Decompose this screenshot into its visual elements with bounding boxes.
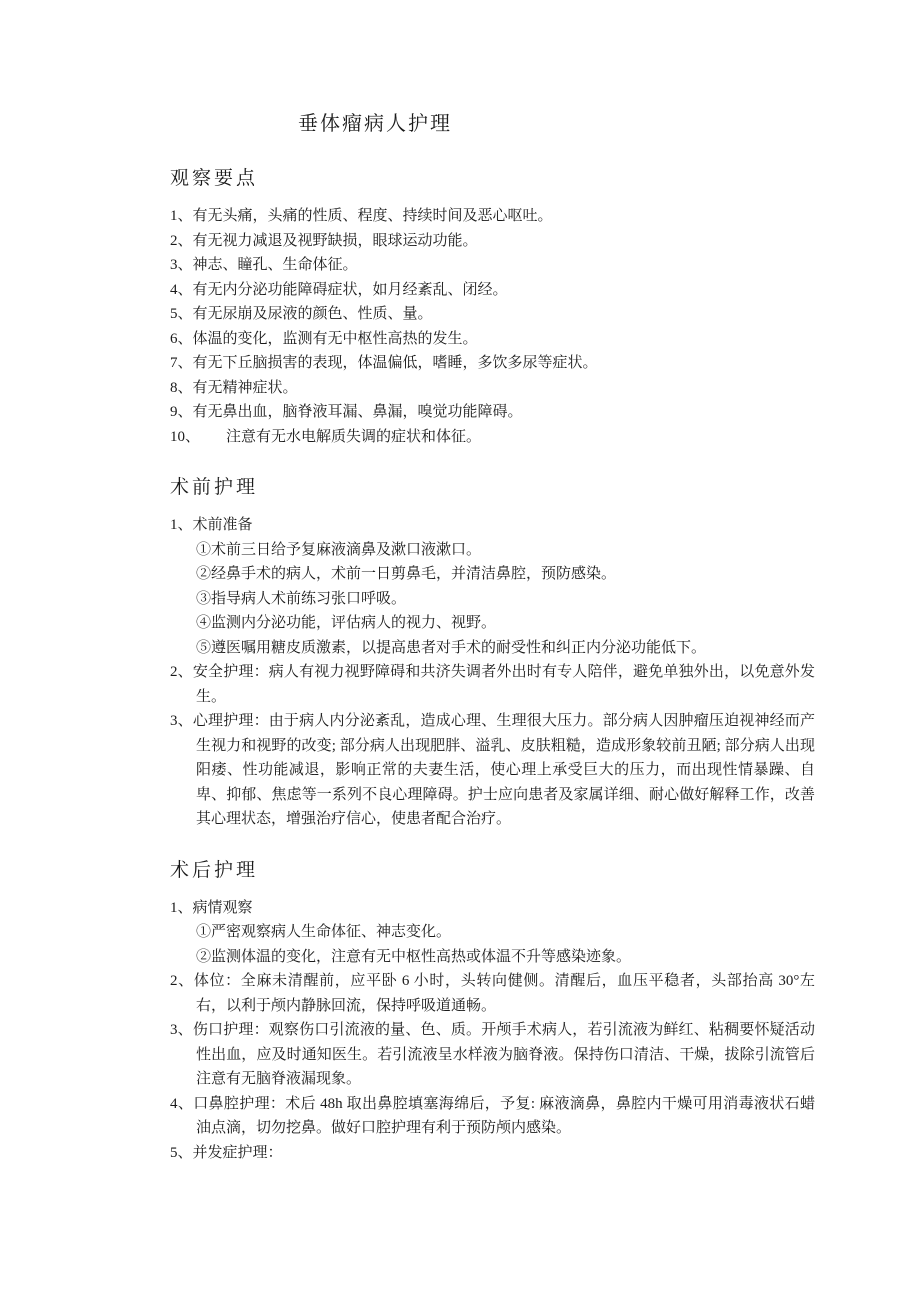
section-observation-items [170, 204, 815, 449]
item-text: 有无头痛，头痛的性质、程度、持续时间及恶心呕吐。 [192, 208, 553, 224]
list-item [170, 660, 815, 709]
item-number: 2、 [170, 973, 194, 989]
list-item [170, 204, 815, 229]
item-number: 1、 [170, 517, 193, 533]
item-number: 3、 [170, 1022, 193, 1038]
sub-item: ②监测体温的变化，注意有无中枢性高热或体温不升等感染迹象。 [196, 948, 632, 965]
list-item [170, 278, 815, 303]
sub-item: ③指导病人术前练习张口呼吸。 [196, 590, 407, 607]
item-text: 有无下丘脑损害的表现，体温偏低，嗜睡，多饮多尿等症状。 [192, 355, 598, 371]
item-text: 有无尿崩及尿液的颜色、性质、量。 [192, 306, 433, 322]
list-item [170, 896, 815, 921]
list-item [170, 302, 815, 327]
list-item [170, 513, 815, 538]
list-item [170, 1018, 815, 1092]
item-text: 术前准备 [192, 517, 253, 533]
section-heading-observation: 观察要点 [170, 168, 259, 189]
item-text: 体温的变化，监测有无中枢性高热的发生。 [192, 330, 478, 347]
list-item [170, 1141, 815, 1166]
item-number: 4、 [170, 1095, 194, 1112]
list-item [170, 327, 815, 352]
sub-item: ②经鼻手术的病人，术前一日剪鼻毛，并清洁鼻腔，预防感染。 [196, 566, 617, 582]
item-text: 注意有无水电解质失调的症状和体征。 [226, 428, 482, 445]
item-number: 5、 [170, 1144, 193, 1161]
item-text: 安全护理：病人有视力视野障碍和共济失调者外出时有专人陪伴，避免单独外出，以免意外发生。 [192, 664, 815, 705]
section-postoperative-items [170, 896, 815, 1166]
item-number: 3、 [170, 713, 193, 729]
list-item [170, 400, 815, 425]
sub-item: ④监测内分泌功能，评估病人的视力、视野。 [196, 615, 497, 631]
list-item [170, 425, 815, 450]
item-number: 1、 [170, 899, 193, 916]
list-item [170, 1092, 815, 1141]
item-number: 6、 [170, 330, 193, 347]
list-item [170, 229, 815, 254]
item-number: 2、 [170, 664, 193, 680]
section-heading-preoperative: 术前护理 [170, 477, 259, 498]
item-text: 心理护理：由于病人内分泌紊乱，造成心理、生理很大压力。部分病人因肿瘤压迫视神经而产生视力和视野的改变; 部分病人出现肥胖、溢乳、皮肤粗糙，造成形象较前丑陋; 部分病人出现阳痿、性功能减退，影响正常的夫妻生活，使心理上承受巨大的压力，而出现性情暴躁、自卑、抑郁、焦虑等一系列不良心理障碍。护士应向患者及家属详细、耐心做好解释工作，改善其心理状态，增强治疗信心，使患者配合治疗。 [192, 713, 815, 827]
sub-item: ①严密观察病人生命体征、神志变化。 [196, 924, 452, 940]
item-number: 9、 [170, 404, 193, 420]
list-item [170, 351, 815, 376]
item-number: 5、 [170, 306, 193, 322]
item-text: 体位：全麻未清醒前，应平卧 6 小时，头转向健侧。清醒后，血压平稳者，头部抬高 30°左右，以利于颅内静脉回流，保持呼吸道通畅。 [193, 973, 815, 1014]
section-preoperative-items [170, 513, 815, 832]
item-number: 2、 [170, 232, 193, 249]
item-text: 有无精神症状。 [192, 379, 298, 396]
item-number: 8、 [170, 379, 193, 396]
item-text: 有无内分泌功能障碍症状，如月经紊乱、闭经。 [192, 281, 508, 298]
item-number: 7、 [170, 355, 193, 371]
item-text: 有无视力减退及视野缺损，眼球运动功能。 [192, 232, 478, 249]
doc-title: 垂体瘤病人护理 [298, 113, 452, 135]
item-number: 4、 [170, 281, 193, 298]
list-item [170, 253, 815, 278]
item-text: 病情观察 [192, 899, 253, 916]
section-heading-postoperative: 术后护理 [170, 859, 259, 881]
item-number: 3、 [170, 257, 193, 273]
item-text: 伤口护理：观察伤口引流液的量、色、质。开颅手术病人，若引流液为鲜红、粘稠要怀疑活动性出血，应及时通知医生。若引流液呈水样液为脑脊液。保持伤口清洁、干燥，拔除引流管后注意有无脑脊液漏现象。 [192, 1022, 815, 1087]
list-item [170, 376, 815, 401]
list-item [170, 969, 815, 1018]
item-number: 10、 [170, 428, 201, 445]
item-text: 口鼻腔护理：术后 48h 取出鼻腔填塞海绵后，予复: 麻液滴鼻，鼻腔内干燥可用消毒液状石蜡油点滴，切勿挖鼻。做好口腔护理有利于预防颅内感染。 [193, 1095, 815, 1136]
sub-item: ⑤遵医嘱用糖皮质激素，以提高患者对手术的耐受性和纠正内分泌功能低下。 [196, 639, 707, 656]
item-text: 并发症护理： [192, 1144, 283, 1161]
sub-item: ①术前三日给予复麻液滴鼻及漱口液漱口。 [196, 541, 482, 558]
item-number: 1、 [170, 208, 193, 224]
item-text: 有无鼻出血，脑脊液耳漏、鼻漏，嗅觉功能障碍。 [192, 404, 523, 420]
list-item [170, 709, 815, 832]
item-text: 神志、瞳孔、生命体征。 [192, 257, 358, 273]
